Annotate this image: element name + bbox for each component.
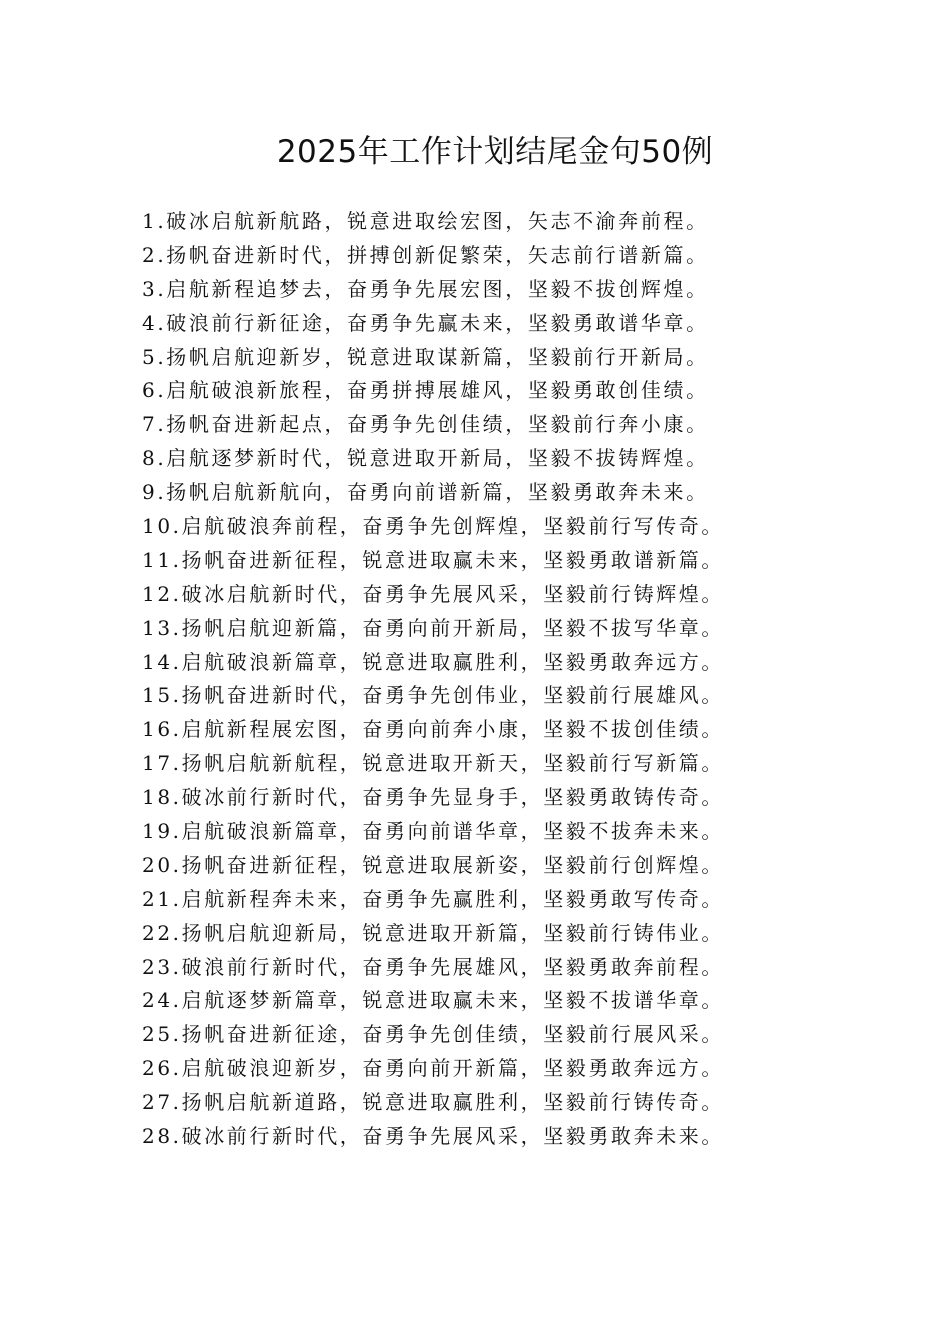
document-title-text: 2025年工作计划结尾金句50例 [276,134,714,170]
list-item: 27.扬帆启航新道路，锐意进取赢胜利，坚毅前行铸传奇。 [142,1090,725,1115]
list-item: 21.启航新程奔未来，奋勇争先赢胜利，坚毅勇敢写传奇。 [142,886,725,911]
list-item: 17.扬帆启航新航程，锐意进取开新天，坚毅前行写新篇。 [142,751,725,776]
sentence-list [142,205,832,1154]
list-item: 25.扬帆奋进新征途，奋勇争先创佳绩，坚毅前行展风采。 [142,1022,725,1047]
list-item: 19.启航破浪新篇章，奋勇向前谱华章，坚毅不拔奔未来。 [142,819,725,844]
list-item: 22.扬帆启航迎新局，锐意进取开新篇，坚毅前行铸伟业。 [142,920,725,945]
list-item: 5.扬帆启航迎新岁，锐意进取谋新篇，坚毅前行开新局。 [142,344,709,369]
list-item: 28.破冰前行新时代，奋勇争先展风采，坚毅勇敢奔未来。 [142,1124,725,1149]
list-item: 4.破浪前行新征途，奋勇争先赢未来，坚毅勇敢谱华章。 [142,310,709,335]
list-item: 16.启航新程展宏图，奋勇向前奔小康，坚毅不拔创佳绩。 [142,717,725,742]
list-item: 1.破冰启航新航路，锐意进取绘宏图，矢志不渝奔前程。 [142,209,709,233]
list-item: 12.破冰启航新时代，奋勇争先展风采，坚毅前行铸辉煌。 [142,581,725,606]
list-item: 7.扬帆奋进新起点，奋勇争先创佳绩，坚毅前行奔小康。 [142,412,709,437]
list-item: 8.启航逐梦新时代，锐意进取开新局，坚毅不拔铸辉煌。 [142,446,709,471]
list-item: 9.扬帆启航新航向，奋勇向前谱新篇，坚毅勇敢奔未来。 [142,480,709,505]
list-item: 11.扬帆奋进新征程，锐意进取赢未来，坚毅勇敢谱新篇。 [142,547,725,572]
list-item: 18.破冰前行新时代，奋勇争先显身手，坚毅勇敢铸传奇。 [142,785,725,810]
list-item: 10.启航破浪奔前程，奋勇争先创辉煌，坚毅前行写传奇。 [142,514,725,539]
list-item: 6.启航破浪新旅程，奋勇拼搏展雄风，坚毅勇敢创佳绩。 [142,378,709,403]
list-item: 13.扬帆启航迎新篇，奋勇向前开新局，坚毅不拔写华章。 [142,615,725,640]
list-item: 14.启航破浪新篇章，锐意进取赢胜利，坚毅勇敢奔远方。 [142,649,725,674]
list-item: 26.启航破浪迎新岁，奋勇向前开新篇，坚毅勇敢奔远方。 [142,1056,725,1081]
list-item: 24.启航逐梦新篇章，锐意进取赢未来，坚毅不拔谱华章。 [142,988,725,1013]
list-item: 20.扬帆奋进新征程，锐意进取展新姿，坚毅前行创辉煌。 [142,852,725,877]
list-item: 15.扬帆奋进新时代，奋勇争先创伟业，坚毅前行展雄风。 [142,683,725,708]
list-item: 2.扬帆奋进新时代，拼搏创新促繁荣，矢志前行谱新篇。 [142,242,709,267]
list-item: 23.破浪前行新时代，奋勇争先展雄风，坚毅勇敢奔前程。 [142,954,725,979]
list-item: 3.启航新程追梦去，奋勇争先展宏图，坚毅不拔创辉煌。 [142,276,709,301]
document-title [0,128,950,176]
